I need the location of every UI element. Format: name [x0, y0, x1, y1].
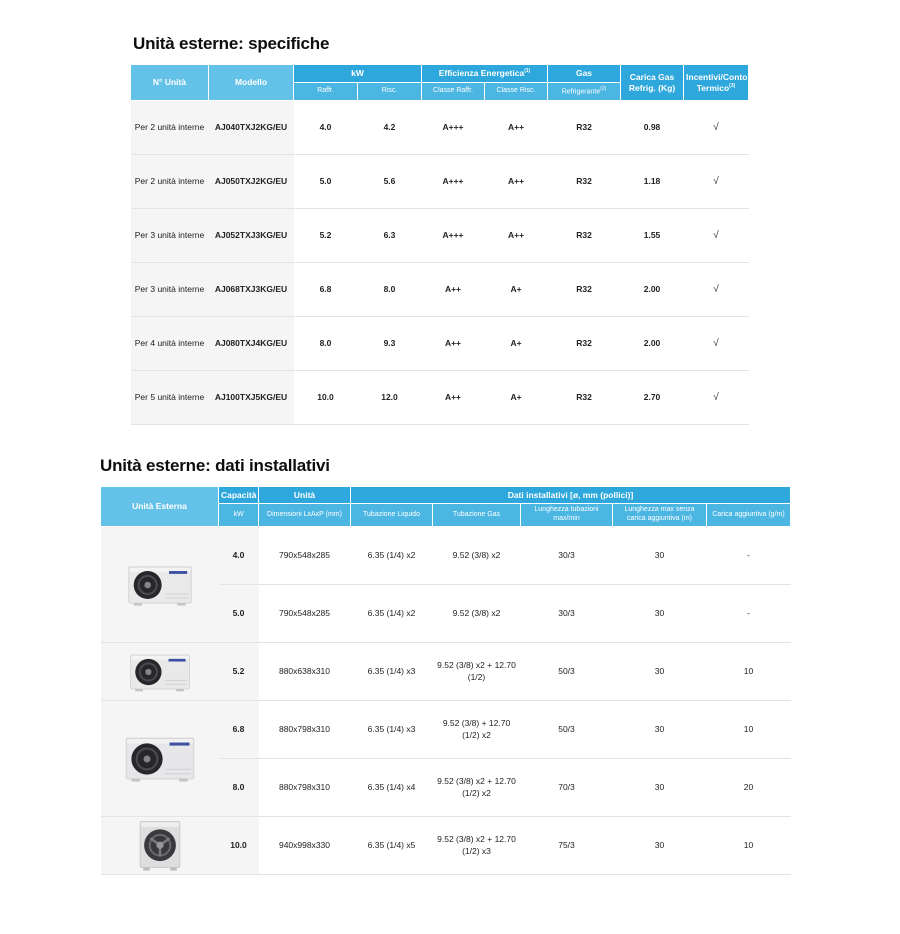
- header-tubazione-gas: Tubazione Gas: [433, 504, 521, 527]
- section1-title: Unità esterne: specifiche: [133, 34, 330, 53]
- cell-unit-image: [101, 527, 219, 643]
- cell-gas: R32: [548, 371, 621, 425]
- cell-carica: 2.00: [621, 317, 684, 371]
- cell-n-unita: Per 4 unità interne: [131, 317, 209, 371]
- cell-capacita: 5.0: [219, 585, 259, 643]
- header-carica-gas: Carica Gas Refrig. (Kg): [621, 65, 684, 101]
- specs-table: [130, 64, 749, 425]
- cell-dimensioni: 940x998x330: [259, 817, 351, 875]
- cell-raff: 5.2: [294, 209, 358, 263]
- cell-unit-image: [101, 817, 219, 875]
- cell-classe-raff: A++: [422, 317, 485, 371]
- cell-incentivi-check: √: [684, 209, 749, 263]
- cell-tubazione-liquido: 6.35 (1/4) x4: [351, 759, 433, 817]
- cell-carica: 1.55: [621, 209, 684, 263]
- header-carica-aggiuntiva: Carica aggiuntiva (g/m): [707, 504, 791, 527]
- install-table: [100, 486, 791, 875]
- cell-n-unita: Per 3 unità interne: [131, 263, 209, 317]
- header-modello: Modello: [209, 65, 294, 101]
- cell-tubazione-liquido: 6.35 (1/4) x2: [351, 585, 433, 643]
- cell-dimensioni: 880x638x310: [259, 643, 351, 701]
- cell-lunghezza: 50/3: [521, 701, 613, 759]
- header-tubazione-liquido: Tubazione Liquido: [351, 504, 433, 527]
- cell-classe-raff: A++: [422, 371, 485, 425]
- cell-dimensioni: 790x548x285: [259, 527, 351, 585]
- header-lunghezza-tubazioni: Lunghezza tubazioni max/min: [521, 504, 613, 527]
- cell-carica: 2.70: [621, 371, 684, 425]
- cell-n-unita: Per 5 unità interne: [131, 371, 209, 425]
- cell-risc: 12.0: [358, 371, 422, 425]
- cell-modello: AJ050TXJ2KG/EU: [209, 155, 294, 209]
- table-row: [131, 263, 749, 317]
- cell-raff: 10.0: [294, 371, 358, 425]
- cell-carica: 0.98: [621, 101, 684, 155]
- cell-incentivi-check: √: [684, 317, 749, 371]
- table-row: [101, 701, 791, 759]
- cell-carica-aggiuntiva: 10: [707, 817, 791, 875]
- cell-tubazione-gas: 9.52 (3/8) x2: [433, 527, 521, 585]
- cell-carica-aggiuntiva: -: [707, 527, 791, 585]
- header-group-efficienza: Efficienza Energetica$^{(1)}$: [422, 65, 548, 83]
- header-dimensioni: Dimensioni LxAxP (mm): [259, 504, 351, 527]
- cell-incentivi-check: √: [684, 263, 749, 317]
- header-incentivi: Incentivi/Conto Termico$^{(3)}$: [684, 65, 749, 101]
- header-refrigerante: Refrigerante$^{(2)}$: [548, 83, 621, 101]
- cell-tubazione-gas: 9.52 (3/8) x2 + 12.70 (1/2) x3: [433, 817, 521, 875]
- cell-tubazione-gas: 9.52 (3/8) x2 + 12.70 (1/2) x2: [433, 759, 521, 817]
- cell-lunghezza: 75/3: [521, 817, 613, 875]
- cell-lunghezza-max: 30: [613, 585, 707, 643]
- cell-incentivi-check: √: [684, 371, 749, 425]
- cell-unit-image: [101, 701, 219, 817]
- cell-lunghezza-max: 30: [613, 643, 707, 701]
- cell-risc: 8.0: [358, 263, 422, 317]
- header-raffr: Raffr.: [294, 83, 358, 101]
- cell-classe-risc: A++: [485, 155, 548, 209]
- header-group-kw: kW: [294, 65, 422, 83]
- cell-risc: 9.3: [358, 317, 422, 371]
- cell-lunghezza: 30/3: [521, 585, 613, 643]
- cell-tubazione-liquido: 6.35 (1/4) x5: [351, 817, 433, 875]
- header-risc: Risc.: [358, 83, 422, 101]
- cell-classe-risc: A++: [485, 101, 548, 155]
- install-table-container: [100, 486, 790, 875]
- cell-raff: 4.0: [294, 101, 358, 155]
- cell-lunghezza-max: 30: [613, 527, 707, 585]
- table-row: [131, 101, 749, 155]
- cell-classe-raff: A+++: [422, 209, 485, 263]
- table-row: [101, 527, 791, 585]
- cell-carica-aggiuntiva: 10: [707, 701, 791, 759]
- cell-risc: 5.6: [358, 155, 422, 209]
- cell-gas: R32: [548, 263, 621, 317]
- outdoor-unit-horizontal-small-image: [123, 559, 197, 611]
- header-classe-risc: Classe Risc.: [485, 83, 548, 101]
- cell-gas: R32: [548, 209, 621, 263]
- cell-dimensioni: 880x798x310: [259, 701, 351, 759]
- cell-lunghezza: 70/3: [521, 759, 613, 817]
- cell-tubazione-gas: 9.52 (3/8) + 12.70 (1/2) x2: [433, 701, 521, 759]
- cell-lunghezza: 50/3: [521, 643, 613, 701]
- cell-capacita: 8.0: [219, 759, 259, 817]
- outdoor-unit-vertical-large-image: [132, 819, 188, 873]
- cell-capacita: 5.2: [219, 643, 259, 701]
- cell-tubazione-liquido: 6.35 (1/4) x2: [351, 527, 433, 585]
- cell-modello: AJ052TXJ3KG/EU: [209, 209, 294, 263]
- cell-carica-aggiuntiva: 10: [707, 643, 791, 701]
- cell-lunghezza-max: 30: [613, 759, 707, 817]
- cell-tubazione-liquido: 6.35 (1/4) x3: [351, 643, 433, 701]
- cell-incentivi-check: √: [684, 155, 749, 209]
- cell-tubazione-gas: 9.52 (3/8) x2: [433, 585, 521, 643]
- table-row: [131, 155, 749, 209]
- header-group-capacita: Capacità: [219, 487, 259, 504]
- cell-classe-raff: A++: [422, 263, 485, 317]
- header-unita-esterna: Unità Esterna: [101, 487, 219, 527]
- cell-classe-raff: A+++: [422, 101, 485, 155]
- cell-n-unita: Per 2 unità interne: [131, 155, 209, 209]
- cell-raff: 6.8: [294, 263, 358, 317]
- cell-n-unita: Per 2 unità interne: [131, 101, 209, 155]
- header-group-unita: Unità: [259, 487, 351, 504]
- cell-capacita: 6.8: [219, 701, 259, 759]
- cell-raff: 5.0: [294, 155, 358, 209]
- header-group-gas: Gas: [548, 65, 621, 83]
- section2-title: Unità esterne: dati installativi: [100, 456, 330, 475]
- header-n-unita: N° Unità: [131, 65, 209, 101]
- cell-risc: 6.3: [358, 209, 422, 263]
- table-row: [101, 643, 791, 701]
- cell-capacita: 4.0: [219, 527, 259, 585]
- cell-gas: R32: [548, 155, 621, 209]
- cell-dimensioni: 880x798x310: [259, 759, 351, 817]
- header-kw: kW: [219, 504, 259, 527]
- outdoor-unit-horizontal-medium-image: [121, 731, 199, 787]
- cell-incentivi-check: √: [684, 101, 749, 155]
- table-row: [131, 371, 749, 425]
- cell-gas: R32: [548, 317, 621, 371]
- cell-carica-aggiuntiva: -: [707, 585, 791, 643]
- header-classe-raffr: Classe Raffr.: [422, 83, 485, 101]
- table-row: [131, 317, 749, 371]
- cell-unit-image: [101, 643, 219, 701]
- header-lunghezza-max: Lunghezza max senza carica aggiuntiva (m): [613, 504, 707, 527]
- cell-modello: AJ068TXJ3KG/EU: [209, 263, 294, 317]
- cell-modello: AJ040TXJ2KG/EU: [209, 101, 294, 155]
- table-row: [131, 209, 749, 263]
- cell-carica-aggiuntiva: 20: [707, 759, 791, 817]
- cell-lunghezza-max: 30: [613, 701, 707, 759]
- cell-classe-risc: A+: [485, 371, 548, 425]
- cell-lunghezza: 30/3: [521, 527, 613, 585]
- cell-classe-risc: A+: [485, 263, 548, 317]
- specs-table-container: [130, 64, 748, 425]
- cell-lunghezza-max: 30: [613, 817, 707, 875]
- cell-tubazione-liquido: 6.35 (1/4) x3: [351, 701, 433, 759]
- table-row: [101, 817, 791, 875]
- cell-modello: AJ080TXJ4KG/EU: [209, 317, 294, 371]
- cell-n-unita: Per 3 unità interne: [131, 209, 209, 263]
- cell-tubazione-gas: 9.52 (3/8) x2 + 12.70 (1/2): [433, 643, 521, 701]
- cell-carica: 2.00: [621, 263, 684, 317]
- header-group-dati-installativi: Dati installativi [ø, mm (pollici)]: [351, 487, 791, 504]
- cell-classe-risc: A++: [485, 209, 548, 263]
- cell-classe-raff: A+++: [422, 155, 485, 209]
- cell-risc: 4.2: [358, 101, 422, 155]
- cell-capacita: 10.0: [219, 817, 259, 875]
- cell-raff: 8.0: [294, 317, 358, 371]
- cell-modello: AJ100TXJ5KG/EU: [209, 371, 294, 425]
- outdoor-unit-horizontal-small-image: [125, 648, 195, 696]
- cell-carica: 1.18: [621, 155, 684, 209]
- cell-dimensioni: 790x548x285: [259, 585, 351, 643]
- cell-gas: R32: [548, 101, 621, 155]
- cell-classe-risc: A+: [485, 317, 548, 371]
